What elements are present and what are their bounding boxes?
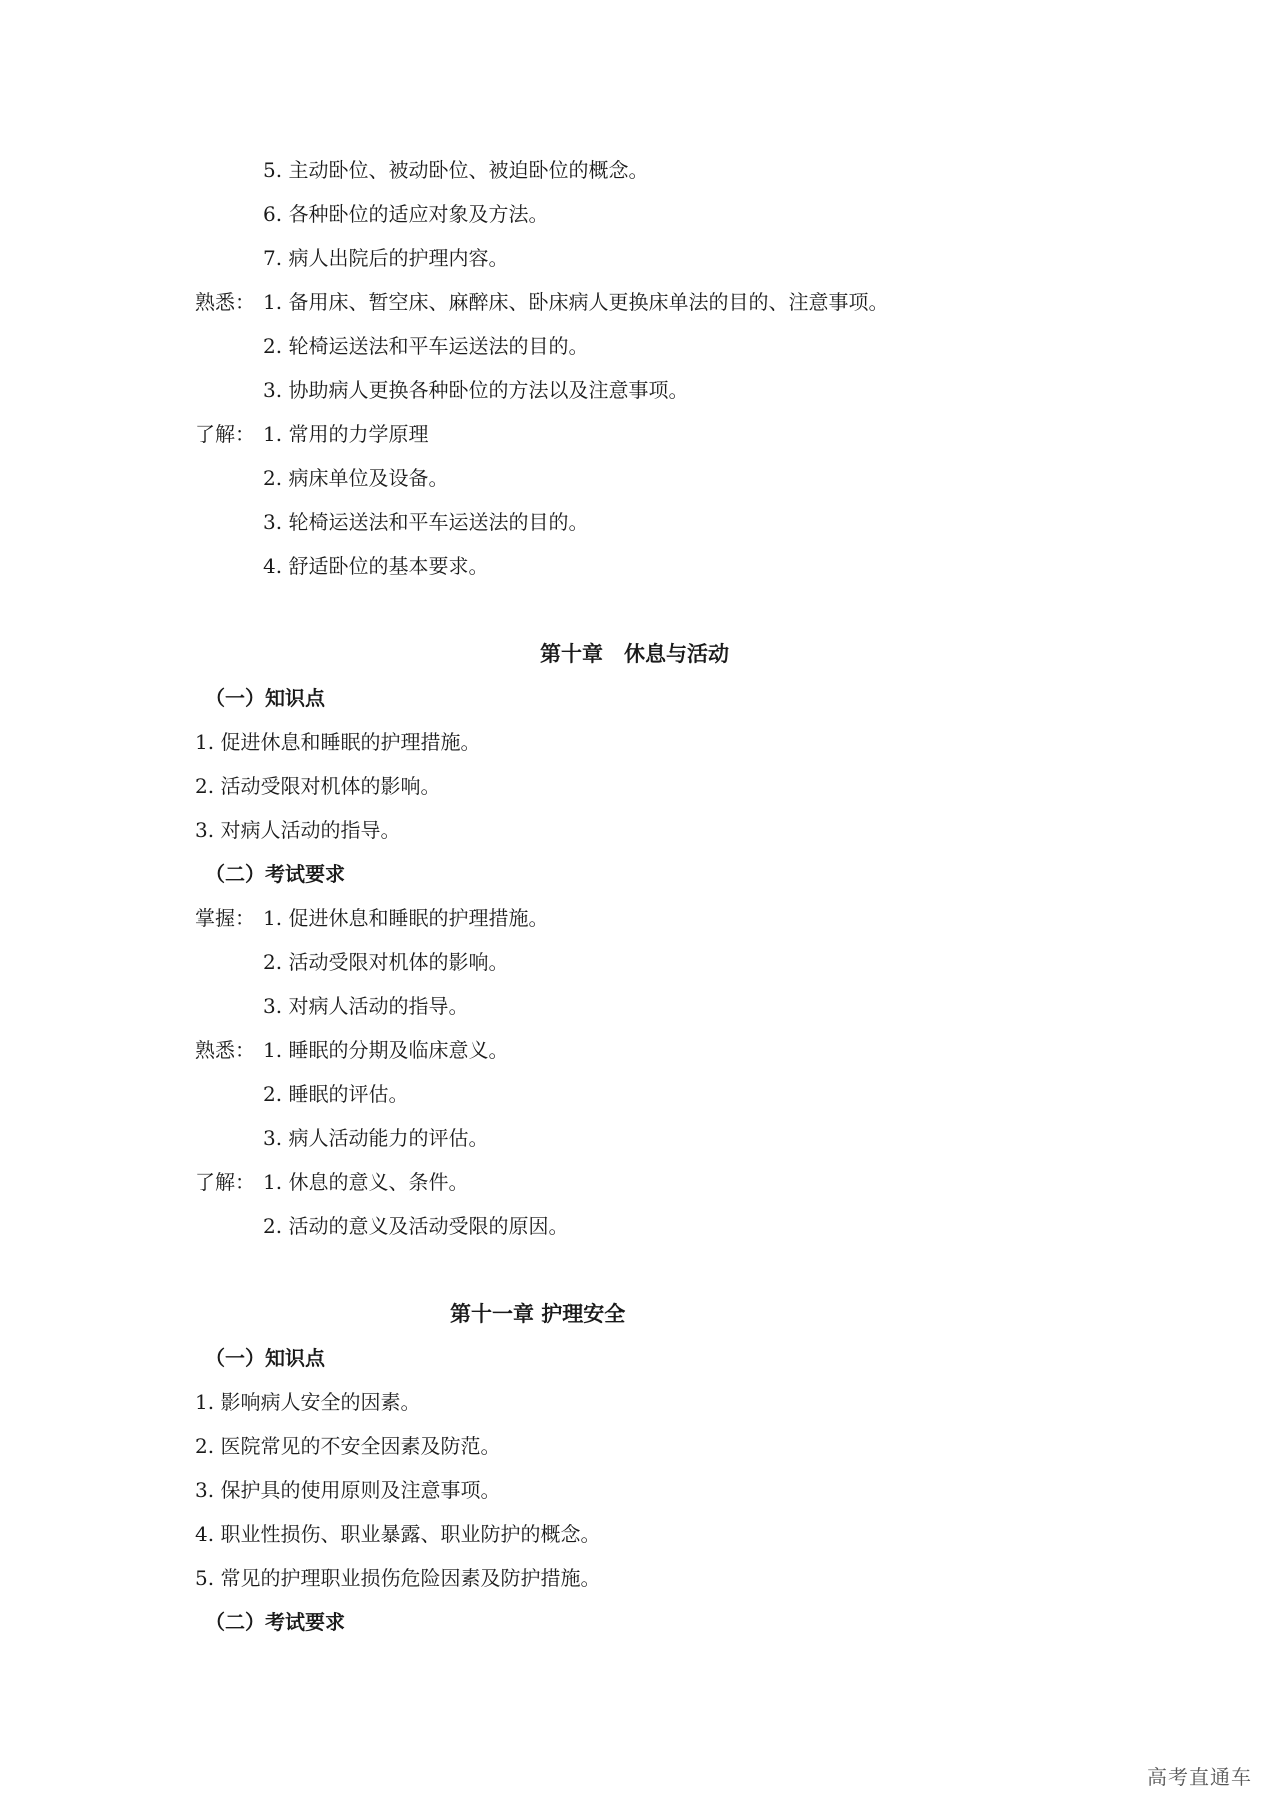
list-item: 5. 常见的护理职业损伤危险因素及防护措施。: [195, 1566, 601, 1590]
list-item-text: 1. 常用的力学原理: [263, 422, 429, 446]
list-item: 2. 睡眠的评估。: [263, 1082, 409, 1106]
shuxi-label: 熟悉：: [195, 1038, 255, 1062]
list-item: 3. 轮椅运送法和平车运送法的目的。: [263, 510, 589, 534]
list-item: 2. 活动受限对机体的影响。: [263, 950, 509, 974]
list-item: 3. 病人活动能力的评估。: [263, 1126, 489, 1150]
list-item: 1. 影响病人安全的因素。: [195, 1390, 421, 1414]
list-item: 2. 活动的意义及活动受限的原因。: [263, 1214, 569, 1238]
zhangwo-label: 掌握：: [195, 906, 255, 930]
list-item: [195, 1168, 468, 1196]
chapter-title: 第十一章 护理安全: [450, 1301, 626, 1326]
list-item: 3. 保护具的使用原则及注意事项。: [195, 1478, 501, 1502]
list-item: 2. 轮椅运送法和平车运送法的目的。: [263, 334, 589, 358]
list-item: 5. 主动卧位、被动卧位、被迫卧位的概念。: [263, 158, 649, 182]
list-item: [195, 1036, 508, 1064]
list-item: 3. 对病人活动的指导。: [195, 818, 401, 842]
list-item: 6. 各种卧位的适应对象及方法。: [263, 202, 549, 226]
list-item: 1. 促进休息和睡眠的护理措施。: [195, 730, 481, 754]
liaojie-label: 了解：: [195, 422, 255, 446]
list-item-text: 1. 睡眠的分期及临床意义。: [263, 1038, 509, 1062]
list-item: [195, 288, 888, 316]
chapter-title: 第十章 休息与活动: [540, 641, 729, 666]
section-heading: （二）考试要求: [205, 862, 345, 886]
list-item: 2. 病床单位及设备。: [263, 466, 449, 490]
list-item: 2. 活动受限对机体的影响。: [195, 774, 441, 798]
shuxi-label: 熟悉：: [195, 290, 255, 314]
liaojie-label: 了解：: [195, 1170, 255, 1194]
list-item: 4. 职业性损伤、职业暴露、职业防护的概念。: [195, 1522, 601, 1546]
section-heading: （二）考试要求: [205, 1610, 345, 1634]
section-heading: （一）知识点: [205, 686, 325, 710]
list-item-text: 1. 休息的意义、条件。: [263, 1170, 469, 1194]
section-heading: （一）知识点: [205, 1346, 325, 1370]
list-item: 4. 舒适卧位的基本要求。: [263, 554, 489, 578]
watermark: 高考直通车: [1147, 1765, 1252, 1789]
list-item: 3. 对病人活动的指导。: [263, 994, 469, 1018]
list-item-text: 1. 促进休息和睡眠的护理措施。: [263, 906, 549, 930]
list-item-text: 1. 备用床、暂空床、麻醉床、卧床病人更换床单法的目的、注意事项。: [263, 290, 889, 314]
list-item: 7. 病人出院后的护理内容。: [263, 246, 509, 270]
list-item: 2. 医院常见的不安全因素及防范。: [195, 1434, 501, 1458]
list-item: 3. 协助病人更换各种卧位的方法以及注意事项。: [263, 378, 689, 402]
list-item: [195, 420, 428, 448]
list-item: [195, 904, 548, 932]
